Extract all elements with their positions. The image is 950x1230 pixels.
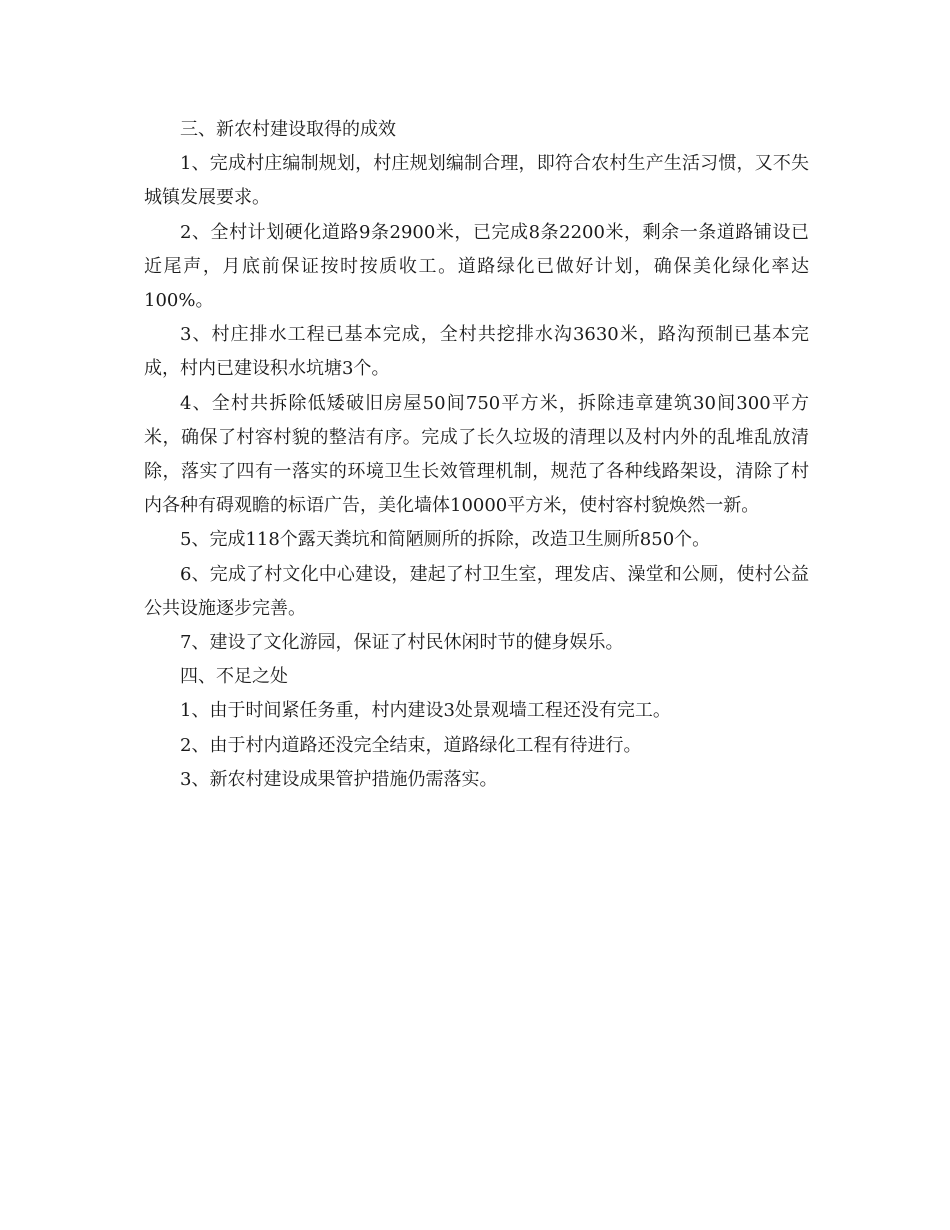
section-heading: 四、不足之处 <box>180 666 288 688</box>
paragraph: 4、全村共拆除低矮破旧房屋50间750平方米，拆除违章建筑30间300平方米，确保了村容村貌的整洁有序。完成了长久垃圾的清理以及村内外的乱堆乱放清除，落实了四有一落实的环境卫生长效管理机制，规范了各种线路架设，清除了村内各种有碍观瞻的标语广告，美化墙体10000平方米，使村容村貌焕然一新。 <box>144 392 809 517</box>
section-heading: 三、新农村建设取得的成效 <box>180 119 396 140</box>
document-body <box>144 113 809 797</box>
paragraph: 5、完成118个露天粪坑和简陋厕所的拆除，改造卫生厕所850个。 <box>180 529 711 551</box>
paragraph: 3、村庄排水工程已基本完成，全村共挖排水沟3630米，路沟预制已基本完成，村内已建设积水坑塘3个。 <box>144 324 809 380</box>
paragraph: 2、由于村内道路还没完全结束，道路绿化工程有待进行。 <box>180 734 642 756</box>
paragraph: 1、由于时间紧任务重，村内建设3处景观墙工程还没有完工。 <box>180 700 671 722</box>
paragraph: 2、全村计划硬化道路9条2900米，已完成8条2200米，剩余一条道路铺设已近尾声，月底前保证按时按质收工。道路绿化已做好计划，确保美化绿化率达100%。 <box>144 221 809 312</box>
paragraph: 3、新农村建设成果管护措施仍需落实。 <box>180 768 498 790</box>
paragraph: 1、完成村庄编制规划，村庄规划编制合理，即符合农村生产生活习惯，又不失城镇发展要求。 <box>144 153 809 209</box>
paragraph: 6、完成了村文化中心建设，建起了村卫生室，理发店、澡堂和公厕，使村公益公共设施逐步完善。 <box>144 563 809 619</box>
paragraph: 7、建设了文化游园，保证了村民休闲时节的健身娱乐。 <box>180 632 624 654</box>
